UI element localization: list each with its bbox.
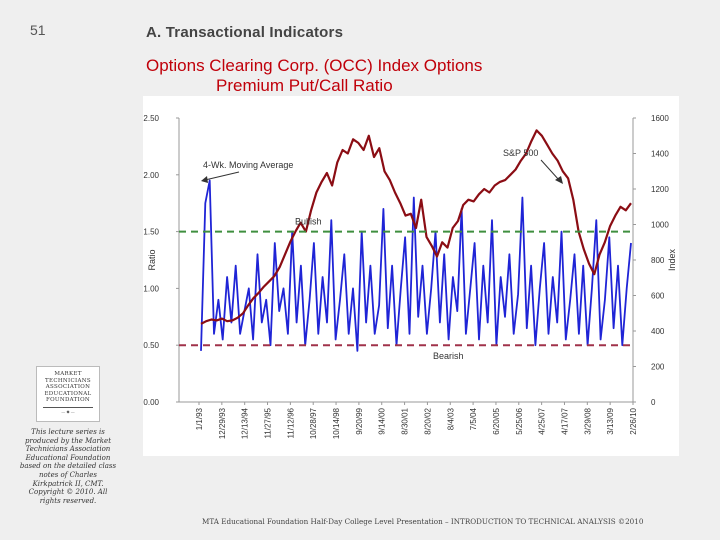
y2-tick-label: 800 xyxy=(651,256,665,265)
section-title: A. Transactional Indicators xyxy=(146,24,344,41)
x-tick-label: 12/13/94 xyxy=(240,408,250,440)
moving-average-arrowhead xyxy=(201,176,208,183)
x-tick-label: 4/25/07 xyxy=(537,408,547,435)
sp500-arrow xyxy=(541,160,559,180)
mta-logo xyxy=(36,366,100,422)
logo-line: MARKET xyxy=(54,371,82,377)
x-tick-label: 12/29/93 xyxy=(217,408,227,440)
y2-tick-label: 1000 xyxy=(651,220,669,230)
x-tick-label: 8/20/02 xyxy=(423,408,433,435)
x-tick-label: 8/30/01 xyxy=(400,408,410,435)
chart-title-line1: Options Clearing Corp. (OCC) Index Options xyxy=(146,56,483,75)
sp500-annotation: S&P 500 xyxy=(503,148,539,158)
y2-tick-label: 400 xyxy=(651,327,665,336)
x-tick-label: 11/12/96 xyxy=(286,408,296,439)
y2-tick-label: 1600 xyxy=(651,114,669,123)
logo-mark: — ◆ — xyxy=(61,408,75,414)
put-call-ratio-chart xyxy=(143,96,679,456)
x-tick-label: 9/14/00 xyxy=(377,408,387,435)
bearish-label: Bearish xyxy=(433,351,464,362)
footer-text: MTA Educational Foundation Half-Day College Level Presentation – INTRODUCTION TO TECHNICAL ANALYSIS ©2010 xyxy=(202,517,644,526)
x-tick-label: 5/25/06 xyxy=(514,408,524,435)
x-tick-label: 11/27/95 xyxy=(263,408,273,439)
y-tick-label: 2.00 xyxy=(143,170,159,180)
y-tick-label: 0.00 xyxy=(143,398,159,407)
x-tick-label: 6/20/05 xyxy=(491,408,501,435)
y-axis-label: Ratio xyxy=(147,249,157,271)
x-tick-label: 2/26/10 xyxy=(629,408,638,435)
logo-line: ASSOCIATION xyxy=(45,384,91,390)
y2-tick-label: 1400 xyxy=(651,149,669,159)
y2-tick-label: 600 xyxy=(651,291,665,301)
logo-text xyxy=(37,367,99,404)
x-tick-label: 3/29/08 xyxy=(583,408,593,435)
y2-tick-label: 1200 xyxy=(651,185,669,194)
x-tick-label: 9/20/99 xyxy=(354,408,364,435)
x-tick-label: 3/13/09 xyxy=(606,408,616,435)
bullish-label: Bullish xyxy=(295,216,322,227)
moving-average-arrow xyxy=(205,172,239,180)
logo-line: FOUNDATION xyxy=(45,397,91,403)
x-tick-label: 10/14/98 xyxy=(332,408,342,440)
logo-rule xyxy=(43,407,93,408)
x-tick-label: 7/5/04 xyxy=(469,408,479,431)
y-tick-label: 1.00 xyxy=(143,284,159,294)
x-tick-label: 1/1/93 xyxy=(195,408,204,431)
x-tick-label: 8/4/03 xyxy=(446,408,456,431)
slide-number: 51 xyxy=(30,22,46,38)
y-tick-label: 0.50 xyxy=(143,341,159,351)
chart-panel xyxy=(143,96,679,456)
logo-line: EDUCATIONAL xyxy=(44,390,92,397)
credit-text: This lecture series is produced by the Market Technicians Association Educational Foundation based on the detailed class notes of Charles Kirkpatrick II, CMT. Copyright © 2010. All rights reserved. xyxy=(19,428,117,505)
logo-line: TECHNICIANS xyxy=(45,377,91,384)
x-tick-label: 4/17/07 xyxy=(560,408,570,435)
y2-tick-label: 200 xyxy=(651,362,665,372)
chart-title-line2: Premium Put/Call Ratio xyxy=(216,76,393,95)
y-tick-label: 1.50 xyxy=(143,227,159,237)
y2-tick-label: 0 xyxy=(651,398,656,407)
y2-axis-label: Index xyxy=(667,248,677,272)
x-tick-label: 10/28/97 xyxy=(309,408,319,440)
y-tick-label: 2.50 xyxy=(143,114,159,123)
series-line-moving-average xyxy=(201,181,631,351)
moving-average-annotation: 4-Wk. Moving Average xyxy=(203,160,294,170)
